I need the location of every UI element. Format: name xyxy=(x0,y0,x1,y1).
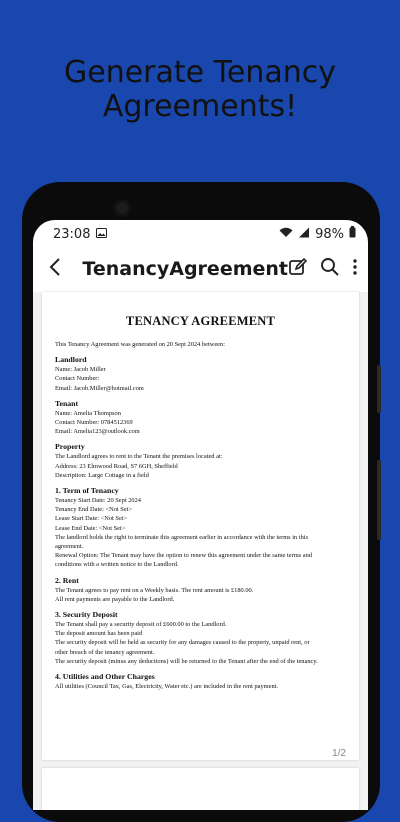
document-intro: This Tenancy Agreement was generated on 20 Sept 2024 between: xyxy=(55,341,225,348)
section-heading-tenant: Tenant xyxy=(55,398,79,408)
tenant-line: Name: Amelia Thompson xyxy=(55,409,121,417)
property-line: Description: Large Cottage in a field xyxy=(55,471,149,479)
wifi-icon xyxy=(279,227,293,242)
status-time: 23:08 xyxy=(53,226,91,242)
term-line: Tenancy Start Date: 20 Sept 2024 xyxy=(55,497,141,505)
app-bar xyxy=(33,248,368,290)
power-button xyxy=(377,460,381,540)
status-bar xyxy=(33,220,368,248)
more-vert-icon[interactable] xyxy=(352,258,358,280)
deposit-line: The security deposit (minus any deductions) will be returned to the Tenant after the end of the tenancy. xyxy=(55,657,318,665)
promo-headline-line-2: Agreements! xyxy=(102,89,298,124)
property-line: The Landlord agrees to rent to the Tenant the premises located at: xyxy=(55,453,223,461)
page-title: TenancyAgreement xyxy=(82,258,288,280)
promo-headline xyxy=(0,56,400,124)
landlord-line: Email: Jacob.Miller@hotmail.com xyxy=(55,384,144,392)
utilities-line: All utilities (Council Tax, Gas, Electricity, Water etc.) are included in the rent payment. xyxy=(55,683,279,691)
page-indicator: 1/2 xyxy=(332,748,346,759)
term-line: The landlord holds the right to terminate this agreement earlier in accordance with the terms in this xyxy=(55,533,309,541)
term-line: agreement. xyxy=(55,543,84,551)
back-arrow-icon[interactable] xyxy=(49,257,76,282)
phone-screen xyxy=(33,220,368,810)
term-line: Renewal Option: The Tenant may have the option to renew this agreement under the same terms and xyxy=(55,552,312,560)
section-heading-property: Property xyxy=(55,442,85,452)
property-line: Address: 23 Elmwood Road, S7 6GH, Sheffield xyxy=(55,462,178,470)
battery-icon xyxy=(349,226,356,242)
section-heading-landlord: Landlord xyxy=(55,355,87,365)
term-line: conditions with a written notice to the Landlord. xyxy=(55,561,179,569)
section-heading-term: 1. Term of Tenancy xyxy=(55,486,119,496)
rent-line: All rent payments are payable to the Landlord. xyxy=(55,595,175,603)
front-camera xyxy=(116,202,128,214)
landlord-line: Name: Jacob Miller xyxy=(55,366,106,374)
term-line: Tenancy End Date: <Not Set> xyxy=(55,506,133,514)
battery-percent: 98% xyxy=(315,226,344,242)
promo-headline-line-1: Generate Tenancy xyxy=(64,55,336,90)
document-page-1 xyxy=(42,292,359,760)
section-heading-deposit: 3. Security Deposit xyxy=(55,610,118,620)
deposit-line: The security deposit will be held as security for any damages caused to the property, unpaid rent, or xyxy=(55,639,310,647)
term-line: Lease End Date: <Not Set> xyxy=(55,524,126,532)
term-line: Lease Start Date: <Not Set> xyxy=(55,515,128,523)
tenant-line: Contact Number: 0784512369 xyxy=(55,419,133,427)
deposit-line: other breach of the tenancy agreement. xyxy=(55,648,155,656)
document-title: TENANCY AGREEMENT xyxy=(125,314,276,328)
section-heading-utilities: 4. Utilities and Other Charges xyxy=(55,672,155,682)
image-icon xyxy=(96,227,107,242)
signal-icon xyxy=(298,227,310,242)
deposit-line: The deposit amount has been paid xyxy=(55,630,143,638)
tenant-line: Email: Amelia123@outlook.com xyxy=(55,428,140,436)
rent-line: The Tenant agrees to pay rent on a Weekly basis. The rent amount is £180.00. xyxy=(55,586,254,594)
deposit-line: The Tenant shall pay a security deposit of £600.00 to the Landlord. xyxy=(55,621,227,629)
pdf-viewer[interactable] xyxy=(33,292,368,810)
search-icon[interactable] xyxy=(320,257,340,281)
volume-button xyxy=(377,365,381,413)
landlord-line: Contact Number: xyxy=(55,375,100,383)
edit-icon[interactable] xyxy=(288,257,308,281)
document-page-2 xyxy=(42,768,359,810)
section-heading-rent: 2. Rent xyxy=(55,575,79,585)
